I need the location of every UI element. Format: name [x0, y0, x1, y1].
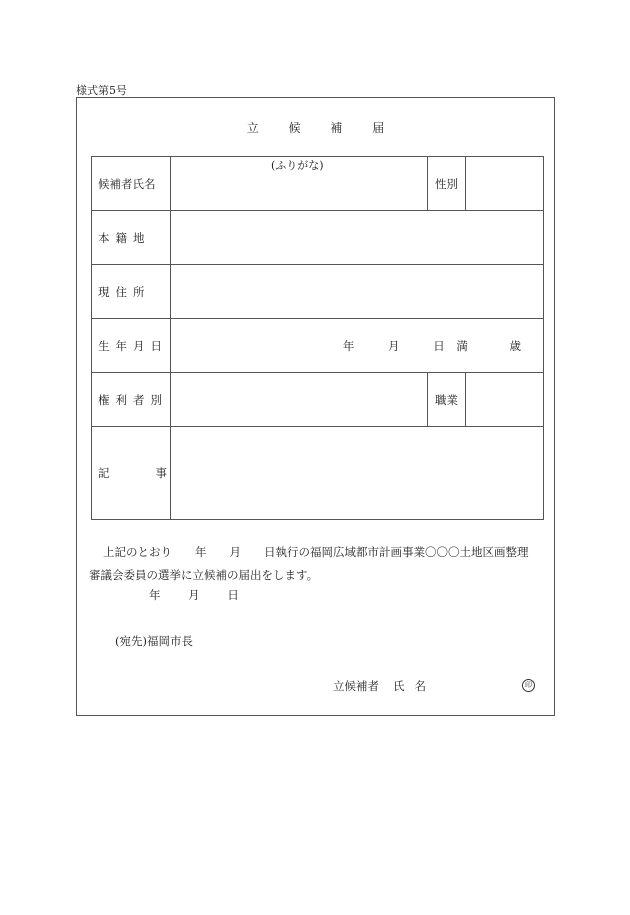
birth-year-unit: 年: [342, 338, 355, 353]
title-char: 候: [288, 121, 301, 135]
form-number: 様式第5号: [76, 84, 127, 97]
candidate-name-label: 候補者氏名: [92, 157, 171, 211]
birth-day-unit: 日: [433, 338, 445, 353]
birthdate-field[interactable]: [171, 319, 544, 373]
name-label: 氏名: [393, 679, 436, 693]
candidate-table: [91, 156, 544, 520]
occupation-field[interactable]: [466, 373, 544, 427]
occupation-label: 職業: [428, 373, 466, 427]
title-char: 届: [372, 121, 385, 135]
remarks-label-char: 事: [155, 466, 167, 480]
declaration-line-2: 審議会委員の選挙に立候補の届出をします。: [89, 568, 319, 582]
rights-type-label: 権利者別: [92, 373, 171, 427]
remarks-field[interactable]: [171, 427, 544, 520]
rights-type-field[interactable]: [171, 373, 428, 427]
birth-month-unit: 月: [388, 338, 400, 353]
declaration-line-1: 上記のとおり 年 月 日執行の福岡広域都市計画事業〇〇〇土地区画整理: [103, 545, 529, 559]
remarks-label: [92, 427, 171, 520]
date-day-unit: 日: [227, 588, 239, 602]
candidate-label: 立候補者: [333, 679, 379, 693]
submission-date[interactable]: [149, 587, 263, 603]
date-month-unit: 月: [188, 588, 200, 602]
sex-label: 性別: [428, 157, 466, 211]
signature-line[interactable]: [333, 678, 436, 694]
title-char: 立: [246, 121, 259, 135]
form-frame: [76, 97, 555, 716]
title-char: 補: [330, 121, 343, 135]
birth-full-unit: 満: [456, 338, 468, 353]
furigana-note: (ふりがな): [271, 158, 324, 172]
address-field[interactable]: [171, 265, 544, 319]
date-year-unit: 年: [149, 588, 161, 602]
domicile-field[interactable]: [171, 211, 544, 265]
remarks-label-char: 記: [98, 466, 110, 480]
declaration: [89, 541, 549, 587]
seal-icon: 印: [522, 679, 535, 692]
birthdate-label: 生年月日: [92, 319, 171, 373]
candidate-name-field[interactable]: [171, 157, 428, 211]
birth-age-unit: 歳: [509, 338, 521, 353]
address-label: 現住所: [92, 265, 171, 319]
sex-field[interactable]: [466, 157, 544, 211]
domicile-label: 本籍地: [92, 211, 171, 265]
addressee: (宛先)福岡市長: [115, 634, 193, 648]
form-title: [77, 119, 554, 136]
